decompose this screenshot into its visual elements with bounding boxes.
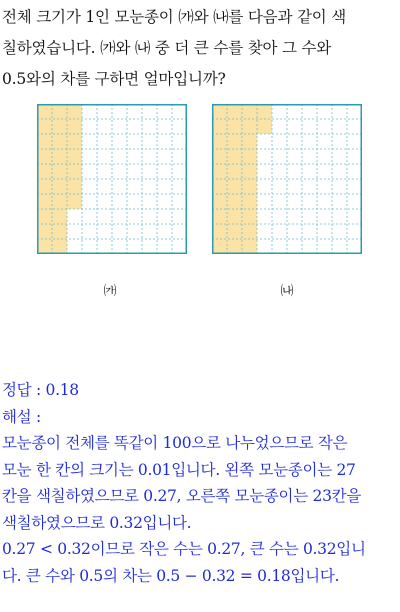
answer-result: 정답 : 0.18 [2, 381, 79, 399]
explanation-line: 칸을 색칠하였으므로 0.27, 오른쪽 모눈종이는 23칸을 [2, 487, 361, 505]
explanation-line: 모눈종이 전체를 똑같이 100으로 나누었으므로 작은 [2, 434, 348, 452]
explanation-heading: 해설 : [2, 407, 41, 426]
explanation-line: 모눈 한 칸의 크기는 0.01입니다. 왼쪽 모눈종이는 27 [2, 460, 356, 479]
question-line: 칠하였습니다. ㈎와 ㈏ 중 더 큰 수를 찾아 그 수와 [2, 39, 332, 57]
question-line: 0.5와의 차를 구하면 얼마입니까? [2, 70, 226, 88]
question-line: 전체 크기가 1인 모눈종이 ㈎와 ㈏를 다음과 같이 색 [2, 8, 346, 26]
explanation-line: 0.27 < 0.32이므로 작은 수는 0.27, 큰 수는 0.32입니 [2, 540, 366, 558]
answer-section [2, 377, 400, 589]
explanation-line: 다. 큰 수와 0.5의 차는 0.5 − 0.32 = 0.18입니다. [2, 566, 340, 585]
explanation-line: 색칠하였으므로 0.32입니다. [2, 513, 192, 532]
figure-label-right: ㈏ [280, 284, 294, 299]
figure-label-left: ㈎ [103, 284, 117, 299]
shaded-region-left [37, 104, 82, 254]
question-text [2, 2, 398, 95]
grid-figure-right [212, 104, 362, 254]
grid-figure-left [37, 104, 187, 254]
